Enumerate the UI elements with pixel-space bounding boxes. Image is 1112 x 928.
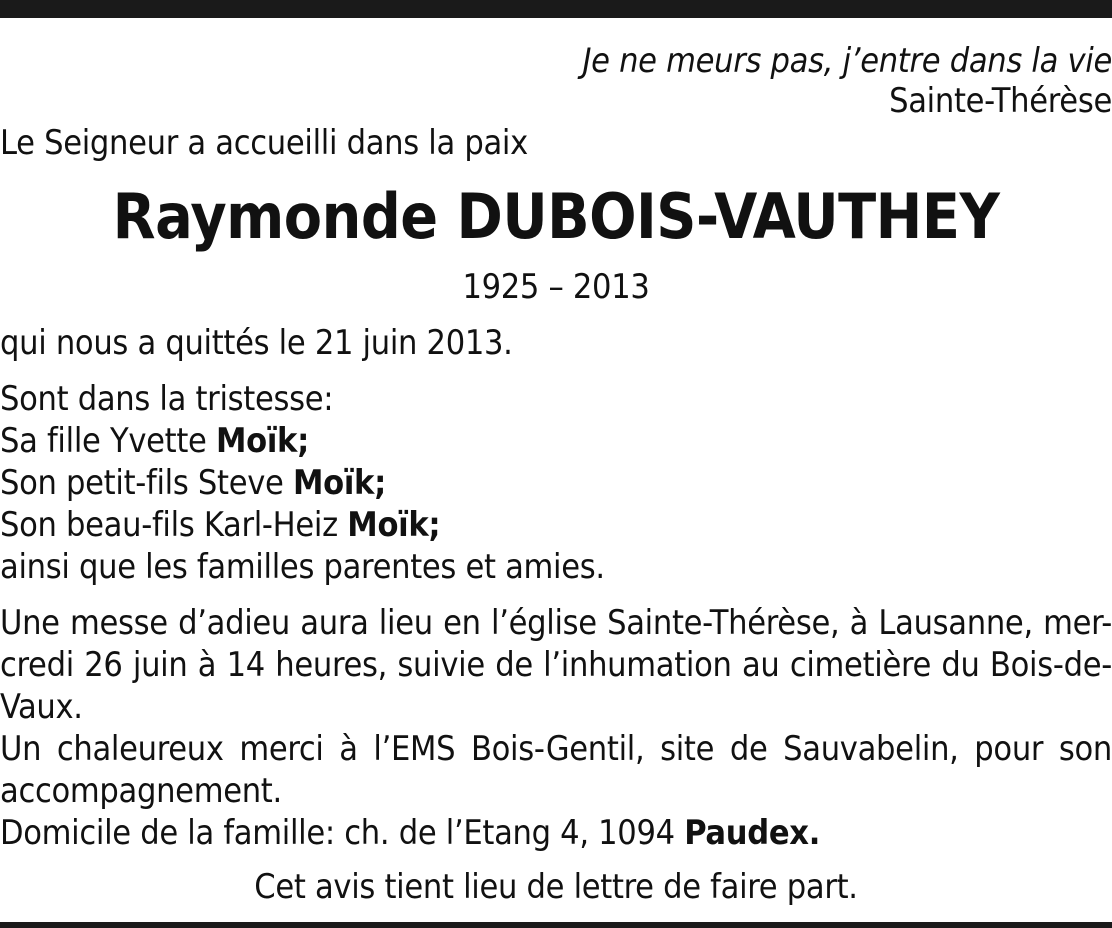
deceased-name: Raymonde DUBOIS-VAUTHEY [112,180,1000,253]
thanks-line-1: Un chaleureux merci à l’EMS Bois-Gentil, site de Sauvabelin, pour son [0,729,1112,769]
mourner-surname: Moïk; [216,421,310,461]
mourner-surname: Moïk; [293,463,387,503]
footer-note: Cet avis tient lieu de lettre de faire part. [254,867,858,907]
service-line-1: Une messe d’adieu aura lieu en l’église Sainte-Thérèse, à Lausanne, mer- [0,603,1112,643]
epigraph: Je ne meurs pas, j’entre dans la vie [582,41,1112,81]
mourners-heading: Sont dans la tristesse: [0,379,334,419]
mourner-surname: Moïk; [347,505,441,545]
domicile-town: Paudex. [684,813,821,853]
service-line-3: Vaux. [0,687,83,727]
mourner-relation: Son beau-fils Karl-Heiz [0,505,338,545]
intro-text: Le Seigneur a accueilli dans la paix [0,123,528,163]
domicile [0,812,1112,854]
deceased-years: 1925 – 2013 [462,267,650,307]
mourner-entry [0,462,1112,504]
epigraph-source: Sainte-Thérèse [889,81,1112,121]
bottom-rule [0,922,1112,928]
top-rule [0,0,1112,18]
service-line-2: credi 26 juin à 14 heures, suivie de l’inhumation au cimetière du Bois-de- [0,645,1112,685]
mourner-entry [0,504,1112,546]
departure-text: qui nous a quittés le 21 juin 2013. [0,323,513,363]
mourner-relation: Son petit-fils Steve [0,463,284,503]
mourner-entry [0,420,1112,462]
mourners-closing: ainsi que les familles parentes et amies. [0,547,605,587]
thanks-line-2: accompagnement. [0,771,282,811]
domicile-text: Domicile de la famille: ch. de l’Etang 4, 1094 [0,813,675,853]
mourner-relation: Sa fille Yvette [0,421,207,461]
